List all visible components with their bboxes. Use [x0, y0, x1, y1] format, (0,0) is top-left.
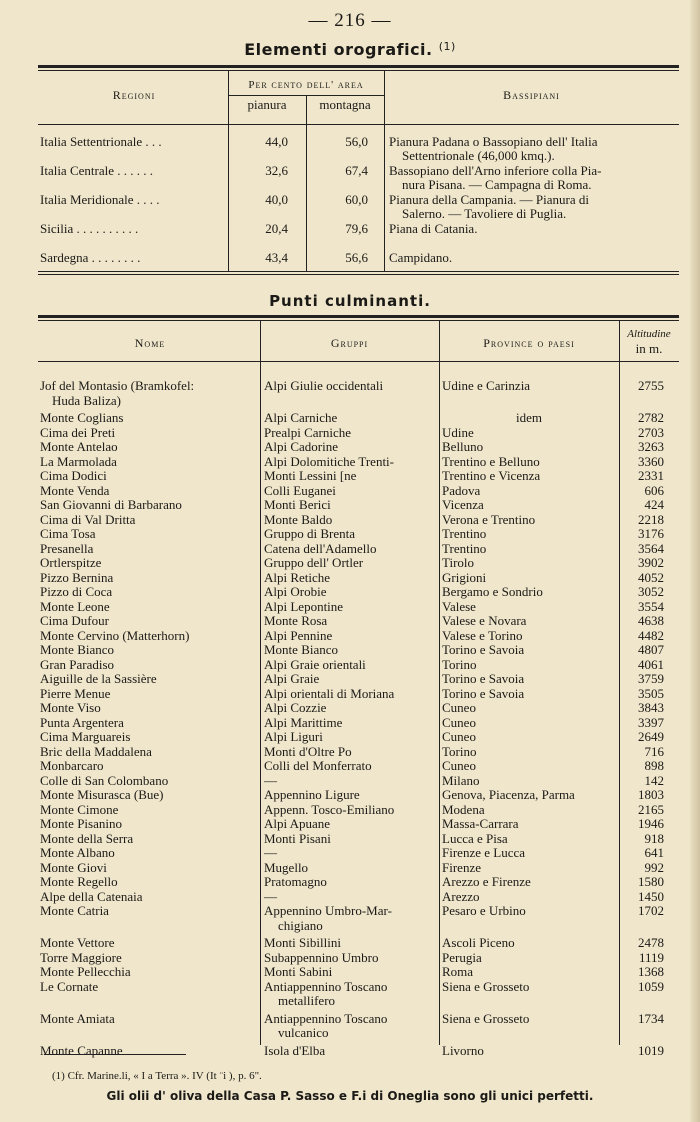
table2-altitudine: 1450 [638, 888, 664, 904]
table2-provincia: Ascoli Piceno [442, 935, 515, 950]
table2-gruppo: Alpi Carniche [264, 410, 338, 425]
table1-pianura: 44,0 [265, 134, 288, 149]
table2-provincia: Valese e Novara [442, 613, 527, 628]
table1-pianura: 20,4 [265, 221, 288, 236]
table2-altitudine: 3902 [638, 555, 664, 570]
table2-title: Punti culminanti. [269, 292, 431, 310]
table2-gruppo: Monte Rosa [264, 613, 328, 628]
table2-nome: Cima Dodici [40, 468, 107, 483]
table2-gruppo: Antiappennino Toscano [264, 978, 388, 994]
table2-provincia: Bergamo e Sondrio [442, 584, 543, 599]
table2-gruppo: Isola d'Elba [264, 1042, 326, 1058]
table2-provincia: Pesaro e Urbino [442, 903, 526, 918]
table2-altitudine: 1803 [638, 787, 664, 802]
table1-pianura: 32,6 [265, 163, 288, 178]
table2-provincia: Perugia [442, 949, 482, 965]
table2-nome: Monte Albano [40, 845, 115, 860]
table1-bottom-rule-thin [38, 274, 679, 275]
table2-nome: Jof del Montasio (Bramkofel: [40, 378, 195, 393]
table2-nome: San Giovanni di Barbarano [40, 497, 182, 512]
table2-altitudine: 2755 [638, 378, 664, 393]
footnote: (1) Cfr. Marine.li, « I a Terra ». IV (It ¨i ), p. 6". [52, 1070, 262, 1082]
table2-provincia: Genova, Piacenza, Parma [442, 787, 575, 802]
table2-altitudine: 3052 [638, 584, 664, 599]
table2-provincia: Modena [442, 801, 485, 817]
table2-gruppo: Colli Euganei [264, 482, 336, 498]
table2-gruppo: — [264, 888, 277, 904]
table2-altitudine: 4482 [638, 627, 664, 643]
table2-gruppo: — [264, 772, 277, 788]
table1-bassopiano-line1: Pianura Padana o Bassopiano dell' Italia [389, 134, 598, 149]
table1-regione: Italia Centrale . . . . . . [40, 163, 153, 178]
table2-altitudine: 606 [644, 482, 664, 498]
table2-provincia: Valese [442, 598, 476, 614]
table2-altitudine: 1019 [638, 1042, 664, 1058]
table1-title-text: Elementi orografici. [244, 40, 433, 59]
table2-provincia: Tirolo [442, 555, 475, 570]
table2-gruppo: Alpi Pennine [264, 627, 333, 643]
table2-provincia: Cuneo [442, 700, 476, 715]
table2-header-province: Province o paesi [483, 336, 575, 350]
table2-gruppo-cont: metallifero [278, 993, 336, 1008]
table2-provincia: Torino [442, 656, 477, 672]
table2-gruppo: Gruppo dell' Ortler [264, 555, 364, 570]
table2-gruppo: Appennino Umbro-Mar- [264, 903, 392, 918]
advertisement: Gli olii d' oliva della Casa P. Sasso e F.i di Oneglia sono gli unici perfetti. [106, 1089, 594, 1103]
table2-vline-2 [439, 320, 440, 1045]
table2-provincia: Arezzo [442, 888, 480, 904]
table2-altitudine: 992 [644, 859, 664, 875]
table2-gruppo: Pratomagno [264, 874, 327, 889]
table2-nome: Gran Paradiso [40, 656, 115, 672]
table1-pianura: 40,0 [265, 192, 288, 207]
table2-provincia: Trentino e Belluno [442, 453, 540, 469]
table2-nome: Monte Regello [40, 874, 118, 889]
table1-bottom-rule [38, 271, 679, 272]
table2-gruppo: Prealpi Carniche [264, 424, 351, 440]
table2-altitudine: 3564 [638, 540, 664, 556]
table1-regione: Italia Meridionale . . . . [40, 192, 160, 207]
table1-header-per-cento: Per cento dell' area [248, 79, 364, 91]
table2-altitudine: 3263 [638, 439, 664, 454]
table2-gruppo: Alpi Apuane [264, 816, 331, 831]
table2-provincia: Verona e Trentino [442, 511, 536, 527]
table1-header-regioni: Regioni [112, 88, 156, 102]
table2-provincia: Trentino [442, 526, 487, 541]
table1-montagna: 56,6 [345, 250, 368, 265]
table1-montagna: 60,0 [345, 192, 368, 207]
table2-nome: Alpe della Catenaia [40, 888, 143, 904]
table2-provincia: Arezzo e Firenze [442, 874, 531, 889]
table2-provincia: Firenze [442, 859, 481, 875]
table2-provincia: Trentino [442, 540, 487, 556]
table1-header-montagna: montagna [319, 97, 371, 112]
table1-top-rule-thin [38, 70, 679, 71]
table1-bassopiano-line1: Piana di Catania. [389, 221, 478, 236]
table2-altitudine: 2703 [638, 424, 664, 440]
table2-gruppo: Colli del Monferrato [264, 758, 372, 773]
table2-nome: Ortlerspitze [40, 555, 102, 570]
table2-nome: Monte della Serra [40, 830, 134, 846]
table2-nome: Monte Viso [40, 700, 101, 715]
table2-gruppo: Antiappennino Toscano [264, 1010, 388, 1026]
table2-altitudine: 2331 [638, 468, 664, 483]
table2-gruppo: Alpi Orobie [264, 584, 327, 599]
table2-header-altitudine: Altitudine [627, 328, 671, 340]
table2-top-rule [38, 315, 679, 318]
table2-provincia: Trentino e Vicenza [442, 468, 541, 483]
table2-altitudine: 142 [644, 772, 664, 788]
table1-bassopiano-line1: Pianura della Campania. — Pianura di [389, 192, 590, 207]
table2-provincia: Cuneo [442, 729, 476, 744]
table2-altitudine: 4052 [638, 569, 664, 585]
table2-nome: Aiguille de la Sassière [40, 671, 157, 686]
table2-altitudine: 716 [644, 743, 664, 759]
table2-provincia: Vicenza [442, 497, 484, 512]
table2-nome: Monte Coglians [40, 410, 124, 425]
table2-altitudine: 3554 [638, 598, 664, 614]
table2-altitudine: 1119 [638, 949, 664, 965]
table2-gruppo: Alpi orientali di Moriana [264, 685, 395, 701]
table2-gruppo: Alpi Graie [264, 671, 320, 686]
table2-altitudine: 641 [644, 845, 664, 860]
table2-gruppo: Monti Berici [264, 497, 331, 512]
table2-altitudine: 2478 [638, 935, 664, 950]
table2-gruppo-cont: chigiano [278, 917, 323, 933]
table2-altitudine: 2165 [638, 801, 664, 817]
table2-provincia: Milano [442, 772, 480, 788]
table2-header-gruppi: Gruppi [330, 336, 369, 350]
table1-bassopiano-line2: Salerno. — Tavoliere di Puglia. [402, 206, 567, 221]
table2-gruppo: Monte Baldo [264, 511, 333, 527]
table2-gruppo: Alpi Graie orientali [264, 656, 366, 672]
table2-gruppo: Mugello [264, 859, 309, 875]
table1-bassopiano-line1: Bassopiano dell'Arno inferiore colla Pia- [389, 163, 602, 178]
table2-provincia: Grigioni [442, 569, 487, 585]
table2-provincia: Torino e Savoia [442, 685, 525, 701]
table2-altitudine: 2782 [638, 410, 664, 425]
table2-provincia: Siena e Grosseto [442, 1010, 530, 1026]
table2-provincia: idem [516, 410, 542, 425]
page-edge [690, 0, 700, 1122]
table2-provincia: Valese e Torino [442, 627, 523, 643]
table2-provincia: Torino e Savoia [442, 671, 525, 686]
table2-provincia: Livorno [442, 1042, 484, 1058]
table1-bassopiano-line2: nura Pisana. — Campagna di Roma. [402, 177, 592, 192]
table2-top-rule-thin [38, 320, 679, 321]
table2-provincia: Cuneo [442, 714, 476, 730]
table1-montagna: 67,4 [345, 163, 368, 178]
table1-bassopiano-line2: Settentrionale (46,000 kmq.). [402, 148, 555, 163]
table2-altitudine: 1368 [638, 964, 664, 979]
table2-provincia: Cuneo [442, 758, 476, 773]
table2-nome: Cima Dufour [40, 613, 109, 628]
table2-gruppo: Subappennino Umbro [264, 949, 379, 965]
table2-altitudine: 4807 [638, 642, 664, 657]
table2-nome: Pierre Menue [40, 685, 111, 701]
table2-provincia: Padova [442, 482, 481, 498]
table1-pianura: 43,4 [265, 250, 288, 265]
table2-provincia: Belluno [442, 439, 484, 454]
table2-nome: La Marmolada [40, 453, 117, 469]
table2-gruppo: Alpi Cozzie [264, 700, 327, 715]
table2-nome: Monte Amiata [40, 1010, 115, 1026]
table1-footnote-mark: (1) [438, 40, 456, 53]
table2-altitudine: 1059 [638, 978, 664, 994]
table2-gruppo: — [264, 845, 277, 860]
table2-altitudine: 3843 [638, 700, 664, 715]
table2-nome: Monte Cimone [40, 801, 119, 817]
table2-gruppo-cont: vulcanico [278, 1025, 329, 1040]
table2-gruppo: Alpi Giulie occidentali [264, 378, 384, 393]
table2-altitudine: 2649 [638, 729, 664, 744]
table1-top-rule [38, 65, 679, 68]
table2-altitudine: 1580 [638, 874, 664, 889]
table2-gruppo: Monti Sibillini [264, 935, 341, 950]
table2-gruppo: Appenn. Tosco-Emiliano [264, 801, 395, 817]
table2-altitudine: 4638 [638, 613, 664, 628]
table2-nome-cont: Huda Baliza) [52, 392, 121, 408]
table1-header-rule [38, 124, 679, 125]
table1-regione: Italia Settentrionale . . . [40, 134, 162, 149]
table2-gruppo: Alpi Lepontine [264, 598, 344, 614]
table2-nome: Monte Pellecchia [40, 964, 131, 979]
table2-nome: Monte Venda [40, 482, 110, 498]
table2-provincia: Udine e Carinzia [442, 378, 531, 393]
table2-nome: Monte Giovi [40, 859, 107, 875]
footnote-rule [44, 1054, 186, 1055]
table2-gruppo: Monti Sabini [264, 964, 333, 979]
table1-montagna: 56,0 [345, 134, 368, 149]
table2-nome: Presanella [40, 540, 94, 556]
table2-provincia: Torino e Savoia [442, 642, 525, 657]
table2-nome: Monte Bianco [40, 642, 115, 657]
table2-gruppo: Alpi Cadorine [264, 439, 339, 454]
table1-header-bassipiani: Bassipiani [503, 88, 560, 102]
table2-provincia: Siena e Grosseto [442, 978, 530, 994]
table2-nome: Torre Maggiore [40, 949, 122, 965]
table2-nome: Monte Cervino (Matterhorn) [40, 627, 190, 643]
table2-gruppo: Monte Bianco [264, 642, 339, 657]
table2-header-rule [38, 361, 679, 362]
table2-nome: Monte Misurasca (Bue) [40, 787, 164, 802]
table2-nome: Cima di Val Dritta [40, 511, 136, 527]
table1-title [0, 40, 700, 59]
table2-nome: Monbarcaro [40, 758, 104, 773]
table2-nome: Monte Leone [40, 598, 110, 614]
table2-altitudine: 1734 [638, 1010, 664, 1026]
table2-header-unit: in m. [635, 341, 663, 356]
table1-bassopiano-line1: Campidano. [389, 250, 453, 265]
table2-nome: Pizzo Bernina [40, 569, 114, 585]
table2-altitudine: 898 [644, 758, 664, 773]
table2-provincia: Udine [442, 424, 474, 440]
page-number: — 216 — [308, 10, 392, 31]
table2-nome: Monte Vettore [40, 935, 115, 950]
table2-gruppo: Alpi Retiche [264, 569, 331, 585]
table2-provincia: Firenze e Lucca [442, 845, 526, 860]
table2-altitudine: 3759 [638, 671, 664, 686]
table2-nome: Monte Capanne [40, 1042, 123, 1058]
table2-altitudine: 2218 [638, 511, 664, 527]
table2-nome: Monte Pisanino [40, 816, 122, 831]
table1-regione: Sardegna . . . . . . . . [40, 250, 141, 265]
table2-altitudine: 4061 [638, 656, 664, 672]
table2-gruppo: Catena dell'Adamello [264, 540, 377, 556]
table2-altitudine: 3505 [638, 685, 664, 701]
table2-nome: Cima Marguareis [40, 729, 131, 744]
table2-header-nome: Nome [134, 336, 166, 350]
table2-altitudine: 3176 [638, 526, 664, 541]
table2-vline-1 [260, 320, 261, 1045]
table2-nome: Punta Argentera [40, 714, 124, 730]
table2-altitudine: 3397 [638, 714, 664, 730]
table2-altitudine: 918 [644, 830, 664, 846]
table2-nome: Colle di San Colombano [40, 772, 169, 788]
table2-nome: Cima dei Preti [40, 424, 116, 440]
table2-nome: Monte Antelao [40, 439, 118, 454]
table2-gruppo: Appennino Ligure [264, 787, 360, 802]
table1-header-pianura: pianura [247, 97, 287, 112]
table1-montagna: 79,6 [345, 221, 368, 236]
table2-gruppo: Alpi Dolomitiche Trenti- [264, 453, 394, 469]
table2-provincia: Massa-Carrara [442, 816, 519, 831]
table2-provincia: Roma [442, 964, 474, 979]
table2-altitudine: 1702 [638, 903, 664, 918]
table2-gruppo: Monti Pisani [264, 830, 331, 846]
table2-provincia: Torino [442, 743, 477, 759]
table2-gruppo: Gruppo di Brenta [264, 526, 355, 541]
table1-regione: Sicilia . . . . . . . . . . [40, 221, 139, 236]
table2-altitudine: 1946 [638, 816, 664, 831]
table2-nome: Le Cornate [40, 978, 99, 994]
table2-nome: Cima Tosa [40, 526, 96, 541]
table2-nome: Monte Catria [40, 903, 109, 918]
table2-gruppo: Monti Lessini [ne [264, 468, 357, 483]
table1-vline-2 [306, 95, 307, 271]
table2-gruppo: Alpi Marittime [264, 714, 343, 730]
table2-nome: Bric della Maddalena [40, 743, 152, 759]
table2-nome: Pizzo di Coca [40, 584, 113, 599]
table2-provincia: Lucca e Pisa [442, 830, 508, 846]
table2-gruppo: Alpi Liguri [264, 729, 323, 744]
table2-gruppo: Monti d'Oltre Po [264, 743, 352, 759]
table2-altitudine: 3360 [638, 453, 664, 469]
table2-altitudine: 424 [644, 497, 664, 512]
